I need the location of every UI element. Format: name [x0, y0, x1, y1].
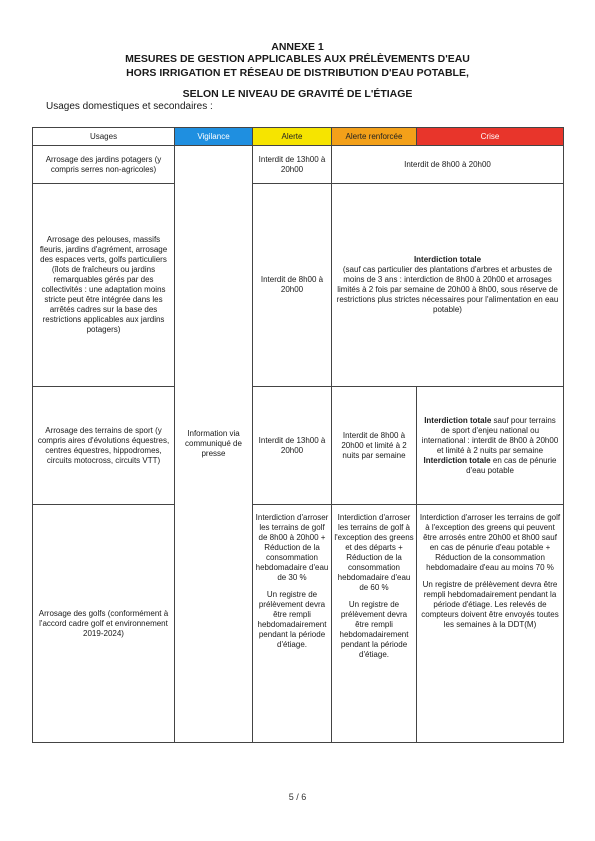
- crise-measures: Interdiction d'arroser les terrains de golf à l'exception des greens qui peuvent être arrosés entre 20h00 et 8h00 sauf en cas de pénurie d'eau potable + Réduction de la consommation hebdomadaire d'eau au moins 70 %: [419, 513, 561, 572]
- renforcee-measures: Interdiction d'arroser les terrains de golf à l'exception des greens et des départs + Réduction de la consommation hebdomadaire d'eau de 60 %: [334, 513, 414, 592]
- header-usages: Usages: [33, 128, 175, 146]
- table-row: [33, 505, 564, 743]
- vigilance-cell: Information via communiqué de presse: [175, 146, 253, 743]
- crise-registre: Un registre de prélèvement devra être rempli hebdomadairement pendant la période d'étiage. Les relevés de compteurs doivent être envoyés toutes les semaines à la DDT(M): [421, 580, 559, 629]
- alerte-registre: Un registre de prélèvement devra être rempli hebdomadairement pendant la période d'étiage.: [257, 590, 327, 649]
- usage-cell: Arrosage des golfs (conformément à l'accord cadre golf et environnement 2019-2024): [33, 505, 175, 743]
- table-header-row: [33, 128, 564, 146]
- alerte-cell: Interdit de 8h00 à 20h00: [253, 184, 332, 387]
- table-row: [33, 184, 564, 387]
- section-subtitle: Usages domestiques et secondaires :: [46, 101, 213, 112]
- header-alerte: Alerte: [253, 128, 332, 146]
- header-alerte-renforcee: Alerte renforcée: [332, 128, 417, 146]
- renforcee-registre: Un registre de prélèvement devra être rempli hebdomadairement pendant la période d'étiage.: [339, 600, 409, 659]
- interdiction-totale-label: Interdiction totale: [413, 255, 482, 264]
- annex-label: ANNEXE 1: [271, 41, 324, 53]
- title-line-3: SELON LE NIVEAU DE GRAVITÉ DE L'ÉTIAGE: [182, 88, 413, 100]
- crise-text-1: Interdiction totale sauf pour terrains de sport d'enjeu national ou international : interdit de 8h00 à 20h00 et limité à 2 nuits par semaine: [421, 415, 559, 455]
- crise-cell: [417, 505, 564, 743]
- restrictions-table: [32, 127, 564, 743]
- renforcee-crise-cell: Interdit de 8h00 à 20h00: [332, 146, 564, 184]
- title-line-2: HORS IRRIGATION ET RÉSEAU DE DISTRIBUTION D'EAU POTABLE,: [126, 67, 469, 79]
- renforcee-cell: [332, 505, 417, 743]
- alerte-cell: Interdit de 13h00 à 20h00: [253, 387, 332, 505]
- header-vigilance: Vigilance: [175, 128, 253, 146]
- alerte-measures: Interdiction d'arroser les terrains de golf de 8h00 à 20h00 + Réduction de la consommation hebdomadaire d'eau de 30 %: [255, 513, 329, 582]
- renforcee-crise-cell: [332, 184, 564, 387]
- renforcee-cell: Interdit de 8h00 à 20h00 et limité à 2 nuits par semaine: [332, 387, 417, 505]
- table-row: [33, 146, 564, 184]
- page-number: 5 / 6: [288, 792, 307, 802]
- alerte-cell: [253, 505, 332, 743]
- usage-cell: Arrosage des terrains de sport (y compris aires d'évolutions équestres, centres équestres, hippodromes, circuits motocross, circuits VTT): [33, 387, 175, 505]
- header-crise: Crise: [417, 128, 564, 146]
- title-line-1: MESURES DE GESTION APPLICABLES AUX PRÉLÈVEMENTS D'EAU: [125, 53, 470, 65]
- table-row: [33, 387, 564, 505]
- usage-cell: Arrosage des pelouses, massifs fleuris, jardins d'agrément, arrosage des espaces verts, golfs particuliers (îlots de fraîcheurs ou jardins remarquables gérés par des collectivités : une adaptation moins stricte peut être intégrée dans les arrêtés cadres sur la base des restrictions applicables aux jardins potagers): [33, 184, 175, 387]
- interdiction-details: (sauf cas particulier des plantations d'arbres et arbustes de moins de 3 ans : interdiction de 8h00 à 20h00 et arrosages limités à 2 fois par semaine de 20h00 à 8h00, sous réserve de restrictions plus strictes nécessaires pour l'alimentation en eau potable): [336, 265, 559, 314]
- crise-text-2: Interdiction totale en cas de pénurie d'eau potable: [423, 455, 557, 475]
- alerte-cell: Interdit de 13h00 à 20h00: [253, 146, 332, 184]
- crise-cell: [417, 387, 564, 505]
- usage-cell: Arrosage des jardins potagers (y compris serres non-agricoles): [33, 146, 175, 184]
